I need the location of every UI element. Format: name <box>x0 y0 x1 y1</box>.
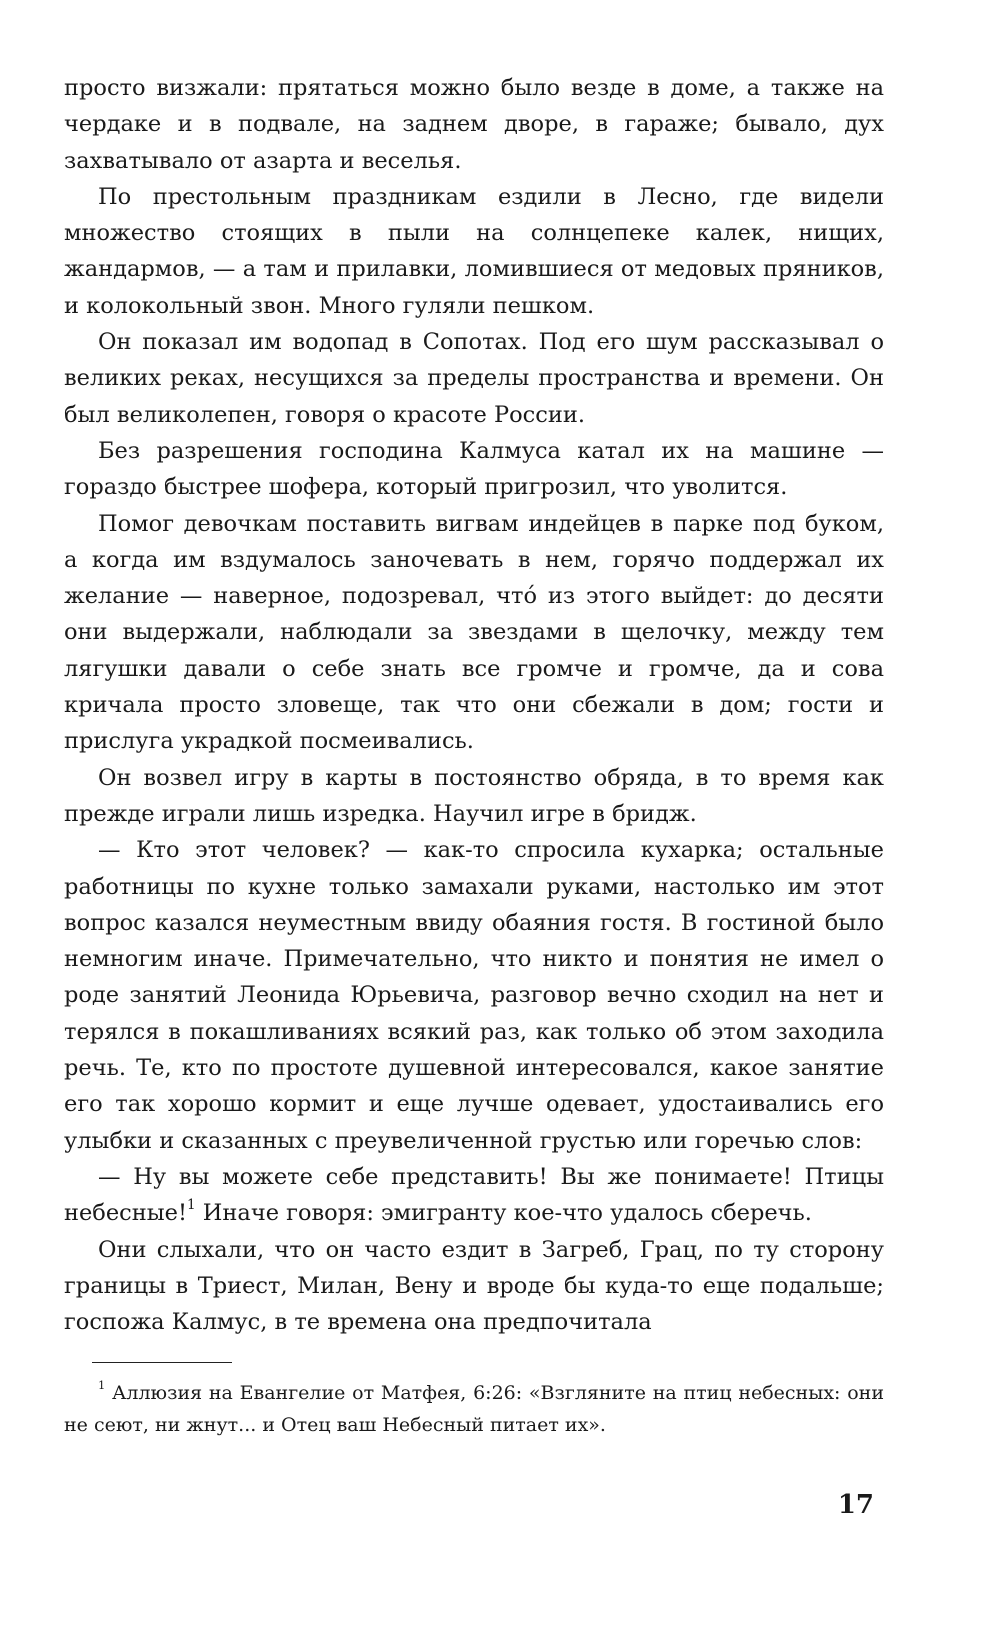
paragraph: Они слыхали, что он часто ездит в Загреб, Грац, по ту сторону границы в Триест, Милан, Вену и вроде бы куда-то еще подальше; госпожа Калмус, в те времена она предпочитала <box>64 1236 884 1336</box>
paragraph: — Кто этот человек? — как-то спросила кухарка; остальные работницы по кухне только замахали руками, настолько им этот вопрос казался неуместным ввиду обаяния гостя. В гостиной было немногим иначе. Примечательно, что никто и понятия не имел о роде занятий Леонида Юрьевича, разговор вечно сходил на нет и терялся в покашливаниях всякий раз, как только об этом заходила речь. Те, кто по простоте душевной интересовался, какое занятие его так хорошо кормит и еще лучше одевает, удостаивались его улыбки и сказанных с преувеличенной грустью или горечью слов: <box>64 837 884 1154</box>
paragraph: просто визжали: прятаться можно было везде в доме, а также на чердаке и в подвале, на заднем дворе, в гараже; бывало, дух захватывало от азарта и веселья. <box>64 75 884 174</box>
paragraph: Он возвел игру в карты в постоянство обряда, в то время как прежде играли лишь изредка. Научил игре в бридж. <box>64 764 884 827</box>
footnote-reference: 1 <box>187 1197 196 1214</box>
paragraph: Он показал им водопад в Сопотах. Под его шум рассказывал о великих реках, несущихся за пределы пространства и времени. Он был великолепен, говоря о красоте России. <box>64 329 884 428</box>
paragraph: Без разрешения господина Калмуса катал их на машине — гораздо быстрее шофера, который пригрозил, что уволится. <box>64 437 884 501</box>
main-text <box>64 70 884 1340</box>
paragraph: Помог девочкам поставить вигвам индейцев в парке под буком, а когда им вздумалось заночевать в нем, горячо поддержал их желание — наверное, подозревал, что́ из этого выйдет: до десяти они выдержали, наблюдали за звездами в щелочку, между тем лягушки давали о себе знать все громче и громче, да и сова кричала просто зловеще, так что они сбежали в дом; гости и прислуга украдкой посмеивались. <box>64 510 884 755</box>
page-number: 17 <box>837 1490 874 1520</box>
paragraph-text-after: Иначе говоря: эмигранту кое-что удалось сберечь. <box>195 1200 812 1227</box>
paragraph-with-footnote-ref <box>64 1159 884 1232</box>
paragraph: По престольным праздникам ездили в Лесно, где видели множество стоящих в пыли на солнцепеке калек, нищих, жандармов, — а там и прилавки, ломившиеся от медовых пряников, и колокольный звон. Много гуляли пешком. <box>64 183 884 319</box>
paragraph-text-before: — Ну вы можете себе представить! Вы же понимаете! Птицы небесные! <box>64 1163 884 1227</box>
footnote <box>64 1377 884 1441</box>
footnote-text: Аллюзия на Евангелие от Матфея, 6:26: «Взгляните на птиц небесных: они не сеют, ни жнут... и Отец ваш Небесный питает их». <box>64 1382 884 1436</box>
footnote-marker: 1 <box>98 1378 106 1393</box>
footnote-separator <box>92 1362 232 1363</box>
